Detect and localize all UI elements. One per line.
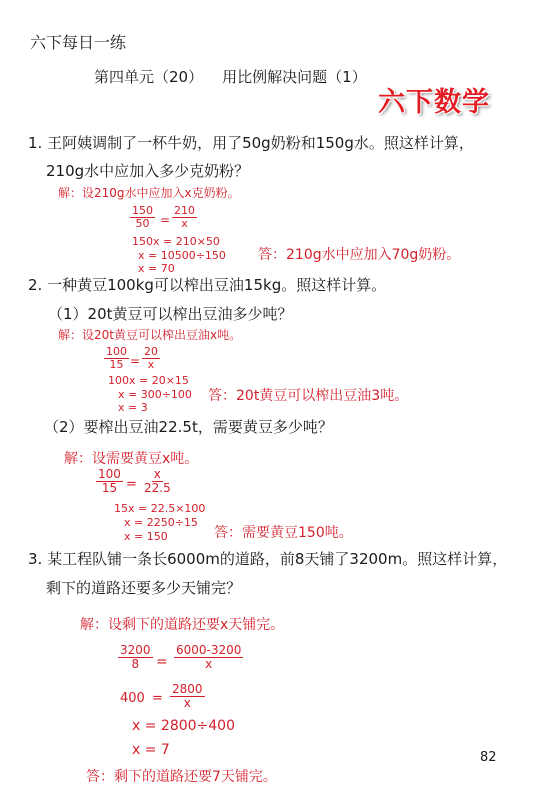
q1-frac-right-num: 210 — [174, 204, 195, 217]
q1-step3: x = 70 — [138, 262, 175, 275]
q1-eq-sign: = — [160, 213, 171, 227]
q1-frac-left-num: 150 — [132, 204, 153, 217]
q2p2-fraction-left — [96, 468, 123, 495]
q1-step1: 150x = 210×50 — [132, 235, 220, 248]
q3-frac-left-num: 3200 — [120, 643, 151, 657]
q2-part1-question: （1）20t黄豆可以榨出豆油多少吨？ — [48, 305, 293, 323]
q3-frac-left-den: 8 — [131, 657, 140, 672]
page-heading: 六下每日一练 — [30, 33, 127, 52]
q2p1-frac-right-den: x — [147, 358, 155, 372]
q2p1-frac-left-num: 100 — [106, 345, 127, 358]
q2-part1-setup: 解：设20t黄豆可以榨出豆油x吨。 — [58, 328, 242, 342]
q3-step1-den: x — [183, 696, 191, 711]
q1-step2: x = 10500÷150 — [138, 249, 226, 262]
q3-step1-num: 2800 — [172, 682, 203, 696]
q2p2-answer: 答：需要黄豆150吨。 — [214, 525, 353, 541]
q3-fraction-left — [118, 644, 153, 671]
q3-question-line1: 3. 某工程队铺一条长6000m的道路，前8天铺了3200m。照这样计算， — [28, 550, 508, 568]
q1-fraction-left — [130, 205, 155, 230]
q1-question-line1: 1. 王阿姨调制了一杯牛奶，用了50g奶粉和150g水。照这样计算， — [28, 134, 474, 152]
q2p2-step1: 15x = 22.5×100 — [114, 502, 206, 515]
q2-question-line1: 2. 一种黄豆100kg可以榨出豆油15kg。照这样计算。 — [28, 276, 387, 294]
q2p1-fraction-right — [142, 346, 160, 371]
q3-step1-left: 400 — [120, 691, 145, 706]
q3-step1-fraction — [170, 683, 205, 710]
q2p1-step3: x = 3 — [118, 401, 148, 414]
q2p1-frac-left-den: 15 — [109, 358, 124, 372]
q3-setup: 解：设剩下的道路还要x天铺完。 — [80, 617, 285, 633]
q2p2-frac-left-den: 15 — [101, 481, 118, 496]
q3-step3: x = 7 — [132, 742, 170, 758]
q3-eq-sign: = — [156, 654, 168, 670]
q2p2-fraction-right — [142, 468, 173, 495]
q1-frac-right-den: x — [181, 217, 188, 231]
q2p1-step1: 100x = 20×15 — [108, 374, 189, 387]
q2p1-fraction-left — [104, 346, 129, 371]
q1-question-line2: 210g水中应加入多少克奶粉？ — [46, 162, 250, 180]
q2p2-frac-right-num: x — [153, 467, 161, 481]
q3-frac-right-den: x — [205, 657, 213, 672]
subject-badge: 六下数学 — [378, 87, 490, 118]
q3-step2: x = 2800÷400 — [132, 718, 235, 734]
q2p2-step3: x = 150 — [124, 530, 168, 543]
q2p2-eq-sign: = — [126, 477, 137, 492]
q1-setup: 解：设210g水中应加入x克奶粉。 — [58, 186, 240, 200]
q2p1-eq-sign: = — [130, 354, 141, 368]
q3-frac-right-num: 6000-3200 — [176, 643, 242, 657]
q3-answer: 答：剩下的道路还要7天铺完。 — [86, 769, 277, 785]
q2p2-frac-right-den: 22.5 — [144, 481, 171, 496]
q2p2-frac-left-num: 100 — [98, 467, 121, 481]
q2-part2-question: （2）要榨出豆油22.5t，需要黄豆多少吨？ — [44, 418, 333, 436]
page-number: 82 — [480, 750, 497, 765]
q2p1-answer: 答：20t黄豆可以榨出豆油3吨。 — [208, 388, 409, 404]
q2p1-step2: x = 300÷100 — [118, 388, 192, 401]
q2p2-step2: x = 2250÷15 — [124, 516, 198, 529]
q1-frac-left-den: 50 — [135, 217, 150, 231]
q3-step1-eq: = — [152, 691, 163, 706]
q1-answer: 答：210g水中应加入70g奶粉。 — [258, 247, 461, 263]
unit-subtitle: 第四单元（20） 用比例解决问题（1） — [94, 68, 367, 86]
q3-question-line2: 剩下的道路还要多少天铺完？ — [46, 579, 242, 597]
q1-fraction-right — [172, 205, 197, 230]
q3-fraction-right — [174, 644, 243, 671]
q2p1-frac-right-num: 20 — [144, 345, 158, 358]
q2-part2-setup: 解：设需要黄豆x吨。 — [64, 451, 199, 467]
